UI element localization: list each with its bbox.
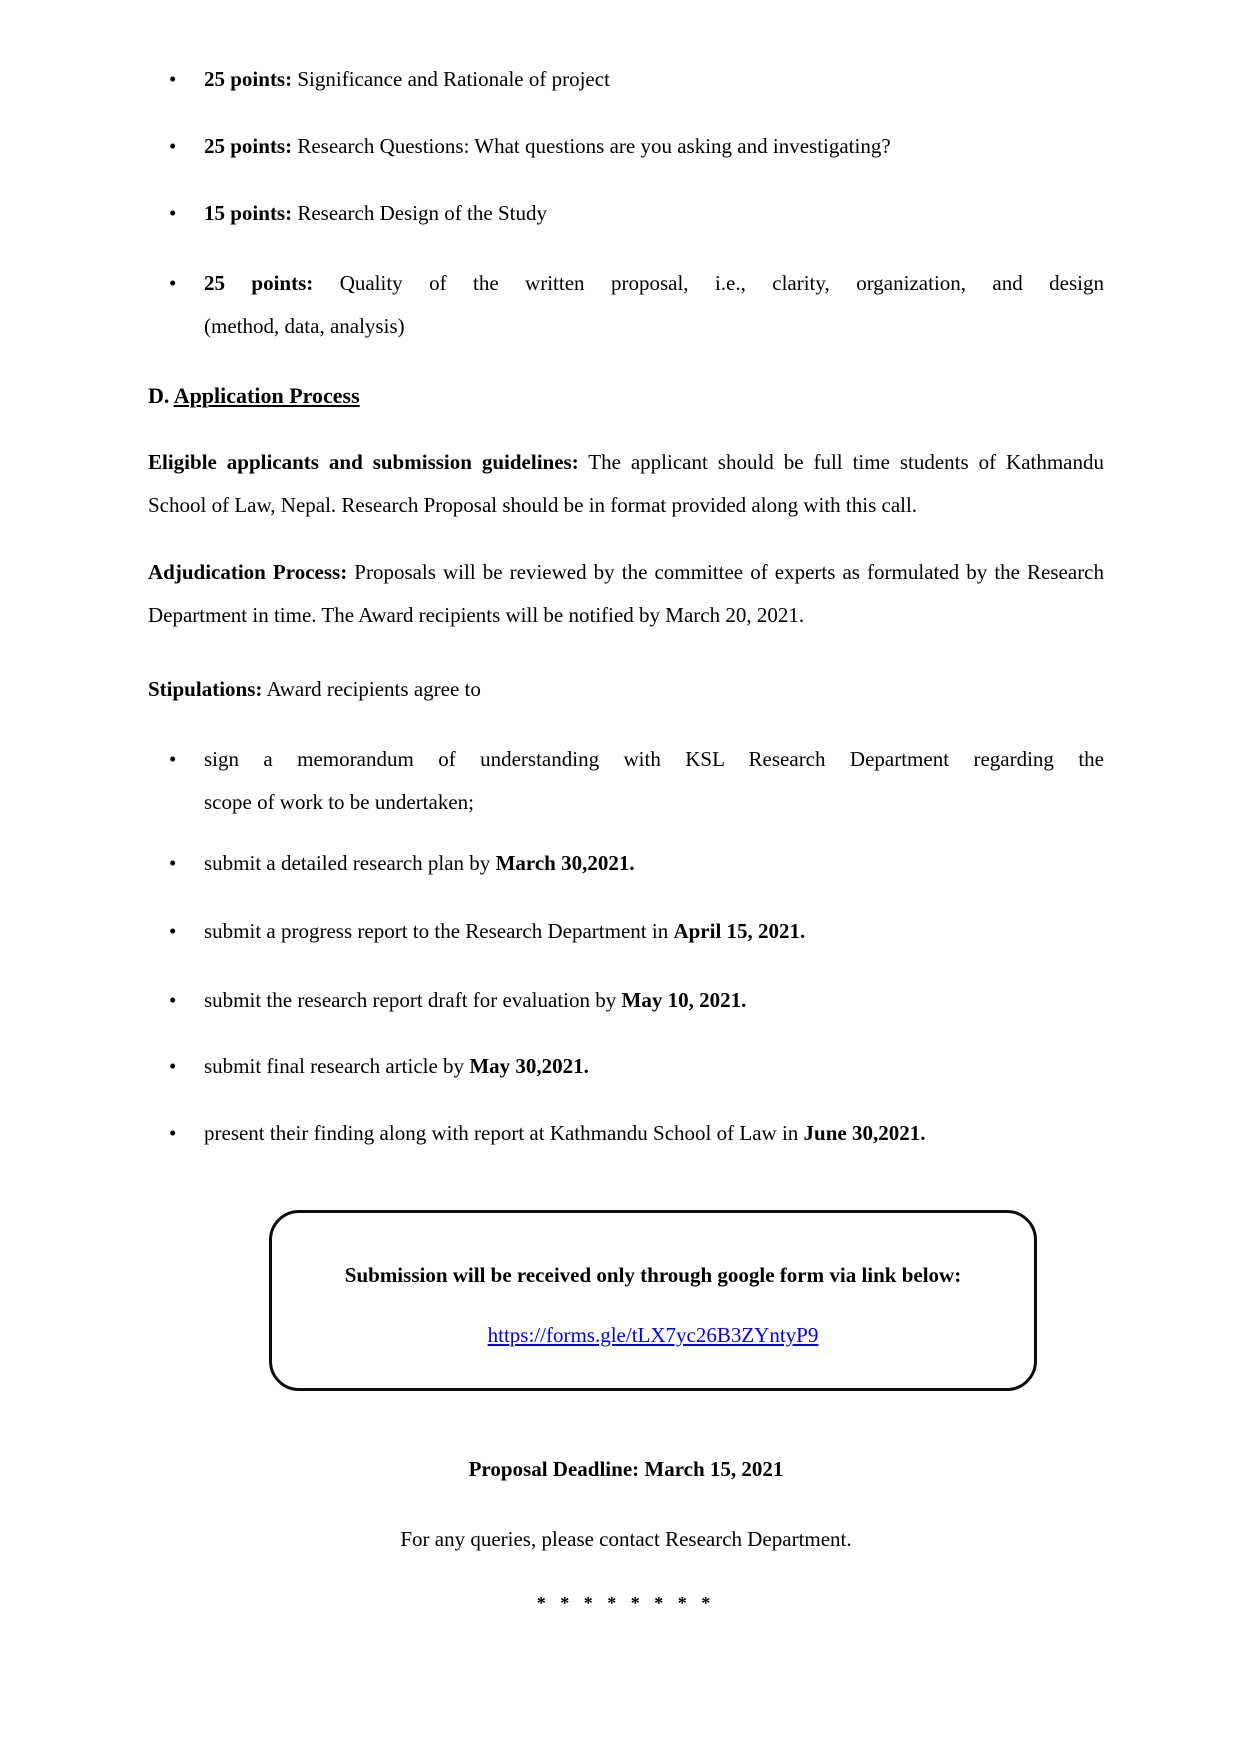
google-form-link[interactable]: https://forms.gle/tLX7yc26B3ZYntyP9 — [487, 1323, 819, 1347]
list-item — [148, 842, 1104, 885]
bullet-text: submit the research report draft for evaluation by — [204, 988, 622, 1012]
bullet-icon: • — [169, 919, 177, 943]
bullet-text: present their finding along with report at Kathmandu School of Law in — [204, 1121, 804, 1145]
scoring-list — [148, 58, 1104, 348]
bullet-lead: 15 points: — [204, 201, 293, 225]
bullet-lead: 25 points: — [204, 134, 293, 158]
list-item — [148, 1045, 1104, 1088]
paragraph-stipulations — [148, 668, 1104, 711]
paragraph-adjudication — [148, 551, 1104, 637]
section-title: Application Process — [173, 383, 360, 408]
proposal-deadline: Proposal Deadline: March 15, 2021 — [468, 1457, 784, 1481]
bullet-text: Quality of the written proposal, i.e., clarity, organization, and design — [339, 271, 1104, 295]
list-item — [148, 58, 1104, 101]
list-item — [148, 192, 1104, 235]
section-heading — [148, 374, 1104, 417]
bullet-date: April 15, 2021. — [673, 919, 806, 943]
contact-note: For any queries, please contact Research Department. — [400, 1527, 852, 1551]
bullet-icon: • — [169, 134, 177, 158]
bullet-date: May 30,2021. — [469, 1054, 589, 1078]
list-item — [148, 979, 1104, 1022]
bullet-text: sign a memorandum of understanding with KSL Research Department regarding the — [204, 747, 1104, 771]
paragraph-text: Award recipients agree to — [266, 677, 481, 701]
list-item — [148, 738, 1104, 824]
bullet-date: June 30,2021. — [803, 1121, 926, 1145]
bullet-lead: 25 points: — [204, 67, 293, 91]
bullet-text-line2: (method, data, analysis) — [204, 314, 405, 338]
submission-box — [269, 1210, 1037, 1391]
bullet-icon: • — [169, 1054, 177, 1078]
bullet-text: submit a detailed research plan by — [204, 851, 496, 875]
paragraph-lead: Adjudication Process: — [148, 560, 348, 584]
bullet-icon: • — [169, 988, 177, 1012]
stipulations-list — [148, 738, 1104, 1155]
submission-note: Submission will be received only through google form via link below: — [344, 1263, 962, 1287]
bullet-icon: • — [169, 1121, 177, 1145]
paragraph-text: The applicant should be full time students of Kathmandu School of Law, Nepal. Research Proposal should be in format provided along with this call. — [148, 450, 1105, 517]
bullet-text: Research Design of the Study — [297, 201, 547, 225]
bullet-date: May 10, 2021. — [621, 988, 747, 1012]
submission-link-line — [272, 1314, 1034, 1357]
bullet-icon: • — [169, 851, 177, 875]
list-item — [148, 910, 1104, 953]
bullet-icon: • — [169, 67, 177, 91]
bullet-text: submit final research article by — [204, 1054, 470, 1078]
bullet-text: Research Questions: What questions are you asking and investigating? — [297, 134, 891, 158]
bullet-icon: • — [169, 271, 177, 295]
paragraph-lead: Stipulations: — [148, 677, 263, 701]
bullet-lead: 25 points: — [204, 271, 314, 295]
paragraph-lead: Eligible applicants and submission guidelines: — [148, 450, 579, 474]
paragraph-eligibility — [148, 441, 1104, 527]
bullet-text: submit a progress report to the Research Department in — [204, 919, 674, 943]
asterisks-divider: * * * * * * * * — [536, 1593, 716, 1613]
bullet-icon: • — [169, 201, 177, 225]
bullet-text: Significance and Rationale of project — [297, 67, 610, 91]
bullet-date: March 30,2021. — [495, 851, 635, 875]
bullet-text-line2: scope of work to be undertaken; — [204, 790, 474, 814]
bullet-icon: • — [169, 747, 177, 771]
section-letter: D. — [148, 383, 170, 408]
list-item — [148, 1112, 1104, 1155]
list-item — [148, 125, 1104, 168]
paragraph-text: Proposals will be reviewed by the committee of experts as formulated by the Research Department in time. The Award recipients will be notified by March 20, 2021. — [148, 560, 1105, 627]
list-item — [148, 262, 1104, 348]
